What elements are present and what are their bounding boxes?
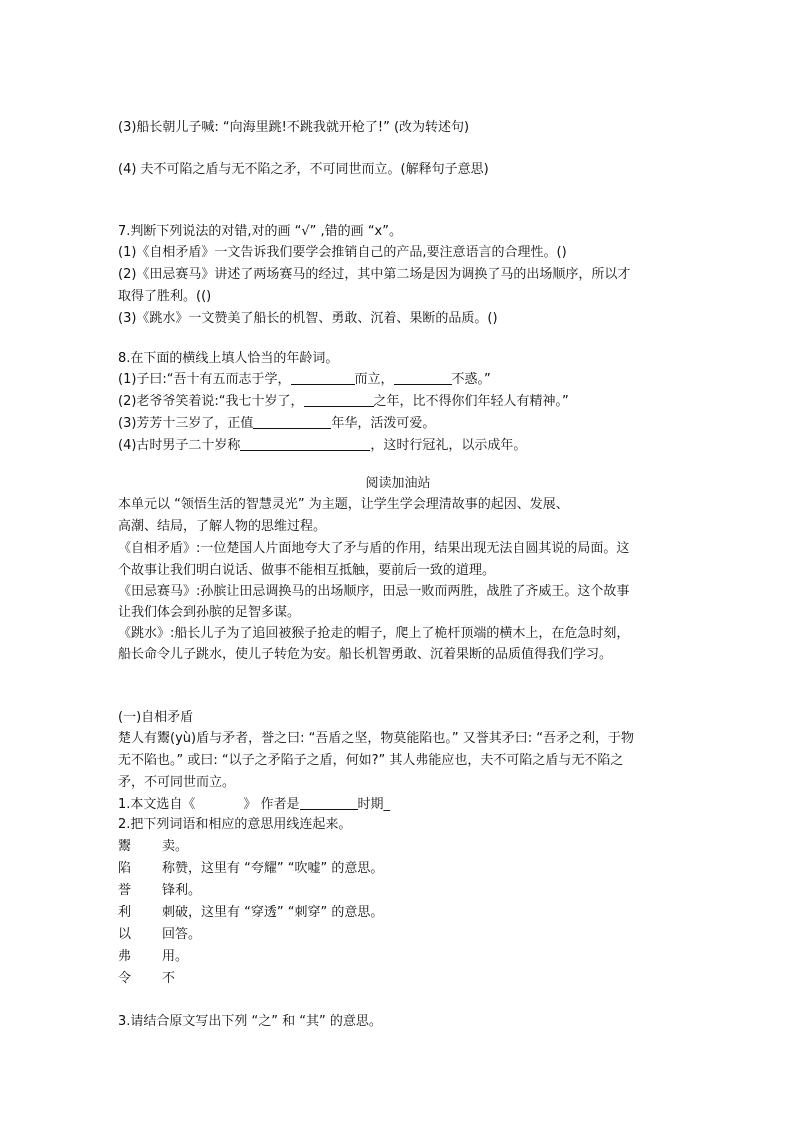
- match-row: 鬻 卖。: [118, 839, 189, 854]
- passage-title: (一)自相矛盾: [118, 710, 194, 725]
- question-3: 3.请结合原文写出下列 “之” 和 “其” 的意思。: [118, 1014, 382, 1029]
- q7-item-1: (1)《自相矛盾》一文告诉我们要学会推销自己的产品,要注意语言的合理性。(): [118, 245, 567, 260]
- q8-line-3: (3)芳芳十三岁了，正值 年华，活泼可爱。: [118, 416, 436, 431]
- match-row: 誉 锋利。: [118, 883, 202, 898]
- reading-line: 个故事让我们明白说话、做事不能相互抵触，要前后一致的道理。: [118, 563, 496, 578]
- passage-line: 矛，不可同世而立。: [118, 775, 236, 790]
- q8-title: 8.在下面的横线上填人恰当的年龄词。: [118, 351, 339, 366]
- reading-line: 《跳水》:船长儿子为了追回被猴子抢走的帽子，爬上了桅杆顶端的横木上，在危急时刻，: [118, 626, 630, 641]
- reading-line: 高潮、结局，了解人物的思维过程。: [118, 519, 327, 534]
- answer-blank[interactable]: [300, 796, 358, 810]
- q8-line-2: (2)老爷爷笑着说:“我七十岁了， 之年，比不得你们年轻人有精神。”: [118, 394, 569, 409]
- question-1: 1.本文选自《 》 作者是 时期_: [118, 797, 391, 812]
- q7-title: 7.判断下列说法的对错,对的画 “√” ,错的画 “x”。: [118, 224, 402, 239]
- answer-blank[interactable]: [253, 415, 331, 429]
- q7-item-3: (3)《跳水》一文赞美了船长的机智、勇敢、沉着、果断的品质。(): [118, 311, 498, 326]
- match-row: 弗 用。: [118, 949, 189, 964]
- match-row: 利 刺破，这里有 “穿透” “刺穿” 的意思。: [118, 905, 384, 920]
- match-row: 令 不: [118, 971, 176, 986]
- answer-blank[interactable]: [394, 371, 452, 385]
- passage-line: 楚人有鬻(yù)盾与矛者，誉之曰: “吾盾之坚，物莫能陷也。” 又誉其矛曰: “吾矛之利，于物: [118, 731, 634, 746]
- reading-line: 《自相矛盾》:一位楚国人片面地夸大了矛与盾的作用，结果出现无法自圆其说的局面。这: [118, 541, 630, 556]
- answer-blank[interactable]: [240, 437, 370, 451]
- q7-item-2: (2)《田忌赛马》讲述了两场赛马的经过，其中第二场是因为调换了马的出场顺序，所以才: [118, 267, 631, 282]
- q8-line-1: (1)子曰:“吾十有五而志于学， 而立， 不惑。”: [118, 372, 491, 387]
- passage-line: 无不陷也。” 或曰: “以子之矛陷子之盾，何如?” 其人弗能应也，夫不可陷之盾与无不陷之: [118, 753, 624, 768]
- q6-item-3: (3)船长朝儿子喊: “向海里跳!不跳我就开枪了!” (改为转述句): [118, 120, 470, 135]
- q6-item-4: (4) 夫不可陷之盾与无不陷之矛，不可同世而立。(解释句子意思): [118, 162, 489, 177]
- reading-heading: 阅读加油站: [365, 476, 431, 491]
- match-row: 以 回答。: [118, 927, 202, 942]
- reading-line: 让我们体会到孙膑的足智多谋。: [118, 605, 301, 620]
- q7-item-2-cont: 取得了胜利。((): [118, 289, 212, 304]
- answer-blank[interactable]: [291, 371, 355, 385]
- match-row: 陷 称赞，这里有 “夸耀” “吹嘘” 的意思。: [118, 861, 384, 876]
- reading-line: 船长命令儿子跳水，使儿子转危为安。船长机智勇敢、沉着果断的品质值得我们学习。: [118, 647, 613, 662]
- q8-line-4: (4)古时男子二十岁称 ，这时行冠礼，以示成年。: [118, 438, 527, 453]
- answer-blank[interactable]: [304, 393, 374, 407]
- reading-line: 本单元以 “领悟生活的智慧灵光” 为主题，让学生学会理清故事的起因、发展、: [118, 497, 569, 512]
- reading-line: 《田忌赛马》:孙膑让田忌调换马的出场顺序，田忌一败而两胜，战胜了齐威王。这个故事: [118, 584, 630, 599]
- question-2: 2.把下列词语和相应的意思用线连起来。: [118, 817, 352, 832]
